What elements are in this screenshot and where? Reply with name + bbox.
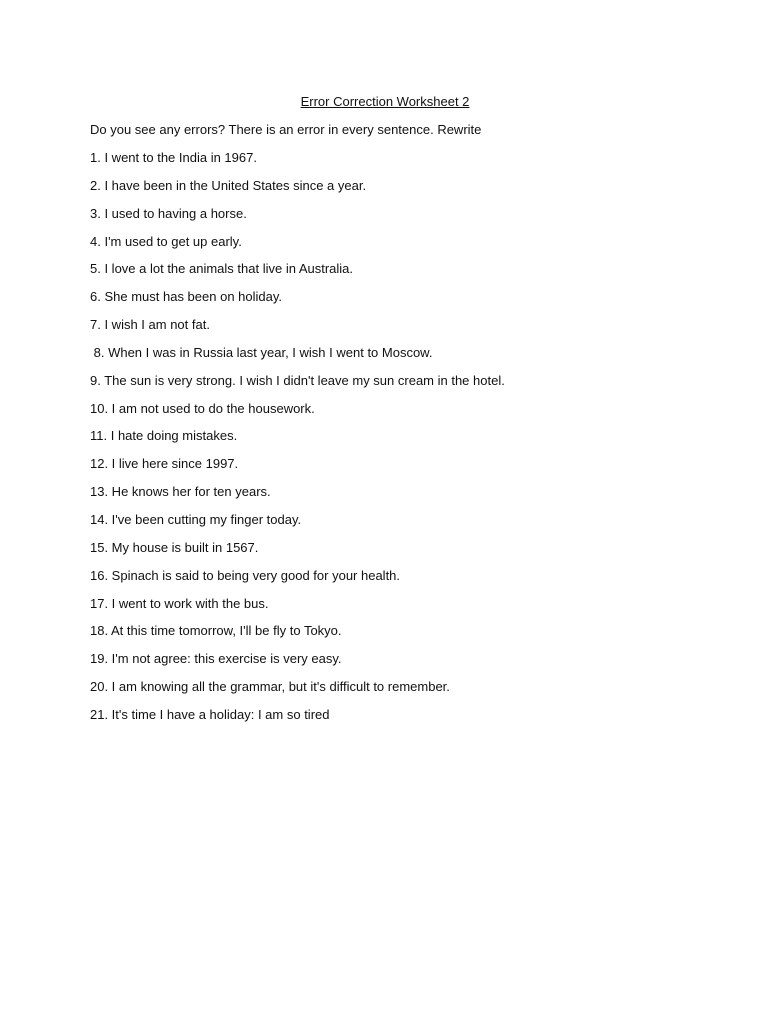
sentence-item: 1. I went to the India in 1967. [90,150,257,165]
sentence-item: 21. It's time I have a holiday: I am so tired [90,706,330,722]
sentence-item: 20. I am knowing all the grammar, but it's difficult to remember. [90,679,450,695]
sentence-item: 8. When I was in Russia last year, I wish I went to Moscow. [90,344,433,360]
sentence-item: 5. I love a lot the animals that live in Australia. [90,261,354,277]
sentence-item: 17. I went to work with the bus. [90,595,269,611]
sentence-item: 16. Spinach is said to being very good for your health. [90,567,401,583]
sentence-item: 11. I hate doing mistakes. [90,428,238,444]
sentence-item: 6. She must has been on holiday. [90,289,282,305]
sentence-item: 14. I've been cutting my finger today. [90,511,302,527]
worksheet-instructions: Do you see any errors? There is an error in every sentence. Rewrite [90,122,482,137]
sentence-item: 7. I wish I am not fat. [90,317,210,333]
sentence-list [90,149,505,734]
sentence-item: 15. My house is built in 1567. [90,539,259,555]
sentence-item: 19. I'm not agree: this exercise is very easy. [90,651,342,667]
sentence-item: 10. I am not used to do the housework. [90,400,315,416]
sentence-item: 13. He knows her for ten years. [90,484,271,500]
sentence-item: 4. I'm used to get up early. [90,233,242,249]
sentence-item: 9. The sun is very strong. I wish I didn't leave my sun cream in the hotel. [90,372,505,388]
sentence-item: 12. I live here since 1997. [90,456,239,472]
worksheet-title: Error Correction Worksheet 2 [300,94,470,109]
sentence-item: 2. I have been in the United States since a year. [90,177,367,193]
sentence-item: 3. I used to having a horse. [90,205,247,221]
sentence-item: 18. At this time tomorrow, I'll be fly to Tokyo. [90,623,342,639]
